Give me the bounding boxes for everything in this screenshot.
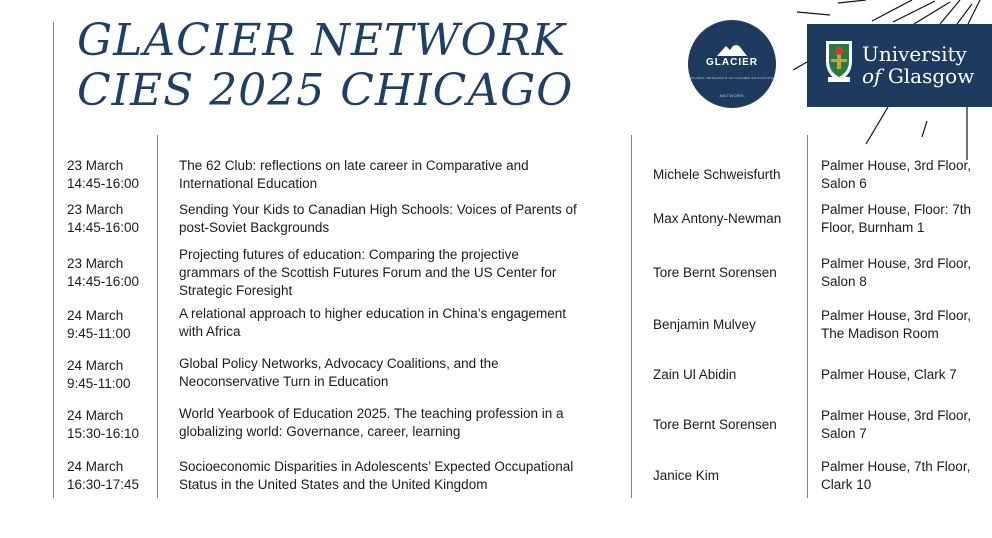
session-title-line: International Education — [179, 176, 318, 191]
session-date: 24 March — [67, 408, 124, 423]
session-row — [0, 199, 992, 239]
session-date: 23 March — [67, 202, 124, 217]
session-title-line: Global Policy Networks, Advocacy Coalitions, and the — [179, 356, 499, 371]
session-title-line: The 62 Club: reflections on late career in Comparative and — [179, 158, 529, 173]
session-title-line: globalizing world: Governance, career, learning — [179, 424, 461, 439]
session-time: 14:45-16:00 — [67, 220, 140, 235]
session-venue — [821, 405, 989, 445]
venue-line: Clark 10 — [821, 477, 872, 492]
session-speaker — [653, 355, 803, 395]
session-title — [179, 305, 619, 345]
session-time: 14:45-16:00 — [67, 274, 140, 289]
session-row — [0, 456, 992, 496]
session-date: 24 March — [67, 459, 124, 474]
session-row — [0, 150, 992, 200]
session-row — [0, 355, 992, 395]
session-datetime — [67, 405, 152, 445]
venue-line: Palmer House, 3rd Floor, — [821, 408, 972, 423]
speaker-name: Max Antony-Newman — [653, 211, 782, 226]
session-venue — [821, 305, 989, 345]
session-date: 23 March — [67, 256, 124, 271]
session-date: 24 March — [67, 358, 124, 373]
title-line-2: CIES 2025 CHICAGO — [77, 65, 574, 116]
venue-line: Palmer House, 7th Floor, — [821, 459, 971, 474]
session-time: 9:45-11:00 — [67, 326, 131, 341]
venue-line: Palmer House, Clark 7 — [821, 367, 957, 382]
session-datetime — [67, 150, 152, 200]
venue-line: Palmer House, Floor: 7th — [821, 202, 972, 217]
session-title-line: World Yearbook of Education 2025. The teaching profession in a — [179, 406, 564, 421]
session-title — [179, 355, 619, 395]
session-title-line: with Africa — [179, 324, 241, 339]
speaker-name: Tore Bernt Sorensen — [653, 417, 777, 432]
session-title-line: post-Soviet Backgrounds — [179, 220, 330, 235]
uog-logo-line-1: University — [862, 42, 967, 66]
session-date: 23 March — [67, 158, 124, 173]
session-speaker — [653, 199, 803, 239]
session-datetime — [67, 305, 152, 345]
session-title-line: Sending Your Kids to Canadian High Schools: Voices of Parents of — [179, 202, 577, 217]
session-title-line: Status in the United States and the United Kingdom — [179, 477, 488, 492]
session-datetime — [67, 199, 152, 239]
session-title-line: Socioeconomic Disparities in Adolescents’ Expected Occupational — [179, 459, 574, 474]
session-row — [0, 305, 992, 345]
title-line-1: GLACIER NETWORK — [77, 15, 566, 66]
venue-line: Palmer House, 3rd Floor, — [821, 308, 972, 323]
glacier-logo-subtitle: GLOBAL RESEARCH ON HIGHER EDUCATION — [690, 76, 774, 80]
session-speaker — [653, 305, 803, 345]
session-venue — [821, 246, 989, 300]
session-row — [0, 405, 992, 445]
session-title-line: Strategic Foresight — [179, 283, 293, 298]
session-row — [0, 246, 992, 300]
session-venue — [821, 150, 989, 200]
session-speaker — [653, 150, 803, 200]
session-time: 15:30-16:10 — [67, 426, 140, 441]
session-speaker — [653, 456, 803, 496]
venue-line: The Madison Room — [821, 326, 939, 341]
session-time: 9:45-11:00 — [67, 376, 131, 391]
session-venue — [821, 456, 989, 496]
session-speaker — [653, 246, 803, 300]
venue-line: Palmer House, 3rd Floor, — [821, 256, 972, 271]
glacier-logo-label: NETWORK — [720, 93, 744, 98]
speaker-name: Benjamin Mulvey — [653, 317, 756, 332]
uog-logo-glasgow: Glasgow — [887, 64, 975, 88]
speaker-name: Tore Bernt Sorensen — [653, 265, 777, 280]
session-datetime — [67, 456, 152, 496]
session-title-line: Projecting futures of education: Comparing the projective — [179, 247, 519, 262]
session-speaker — [653, 405, 803, 445]
venue-line: Palmer House, 3rd Floor, — [821, 158, 972, 173]
venue-line: Salon 6 — [821, 176, 867, 191]
uog-logo-of: of — [862, 64, 882, 88]
speaker-name: Michele Schweisfurth — [653, 167, 781, 182]
venue-line: Salon 7 — [821, 426, 867, 441]
session-title — [179, 246, 619, 300]
speaker-name: Zain Ul Abidin — [653, 367, 737, 382]
session-title — [179, 199, 619, 239]
session-datetime — [67, 246, 152, 300]
session-title — [179, 150, 619, 200]
speaker-name: Janice Kim — [653, 468, 720, 483]
session-time: 16:30-17:45 — [67, 477, 140, 492]
session-title — [179, 405, 619, 445]
glacier-logo-name: GLACIER — [706, 57, 758, 68]
session-date: 24 March — [67, 308, 124, 323]
session-time: 14:45-16:00 — [67, 176, 140, 191]
session-title — [179, 456, 619, 496]
session-title-line: grammars of the Scottish Futures Forum and the US Center for — [179, 265, 557, 280]
venue-line: Floor, Burnham 1 — [821, 220, 925, 235]
session-venue — [821, 355, 989, 395]
session-title-line: A relational approach to higher education in China’s engagement — [179, 306, 567, 321]
session-datetime — [67, 355, 152, 395]
session-venue — [821, 199, 989, 239]
venue-line: Salon 8 — [821, 274, 867, 289]
session-title-line: Neoconservative Turn in Education — [179, 374, 389, 389]
